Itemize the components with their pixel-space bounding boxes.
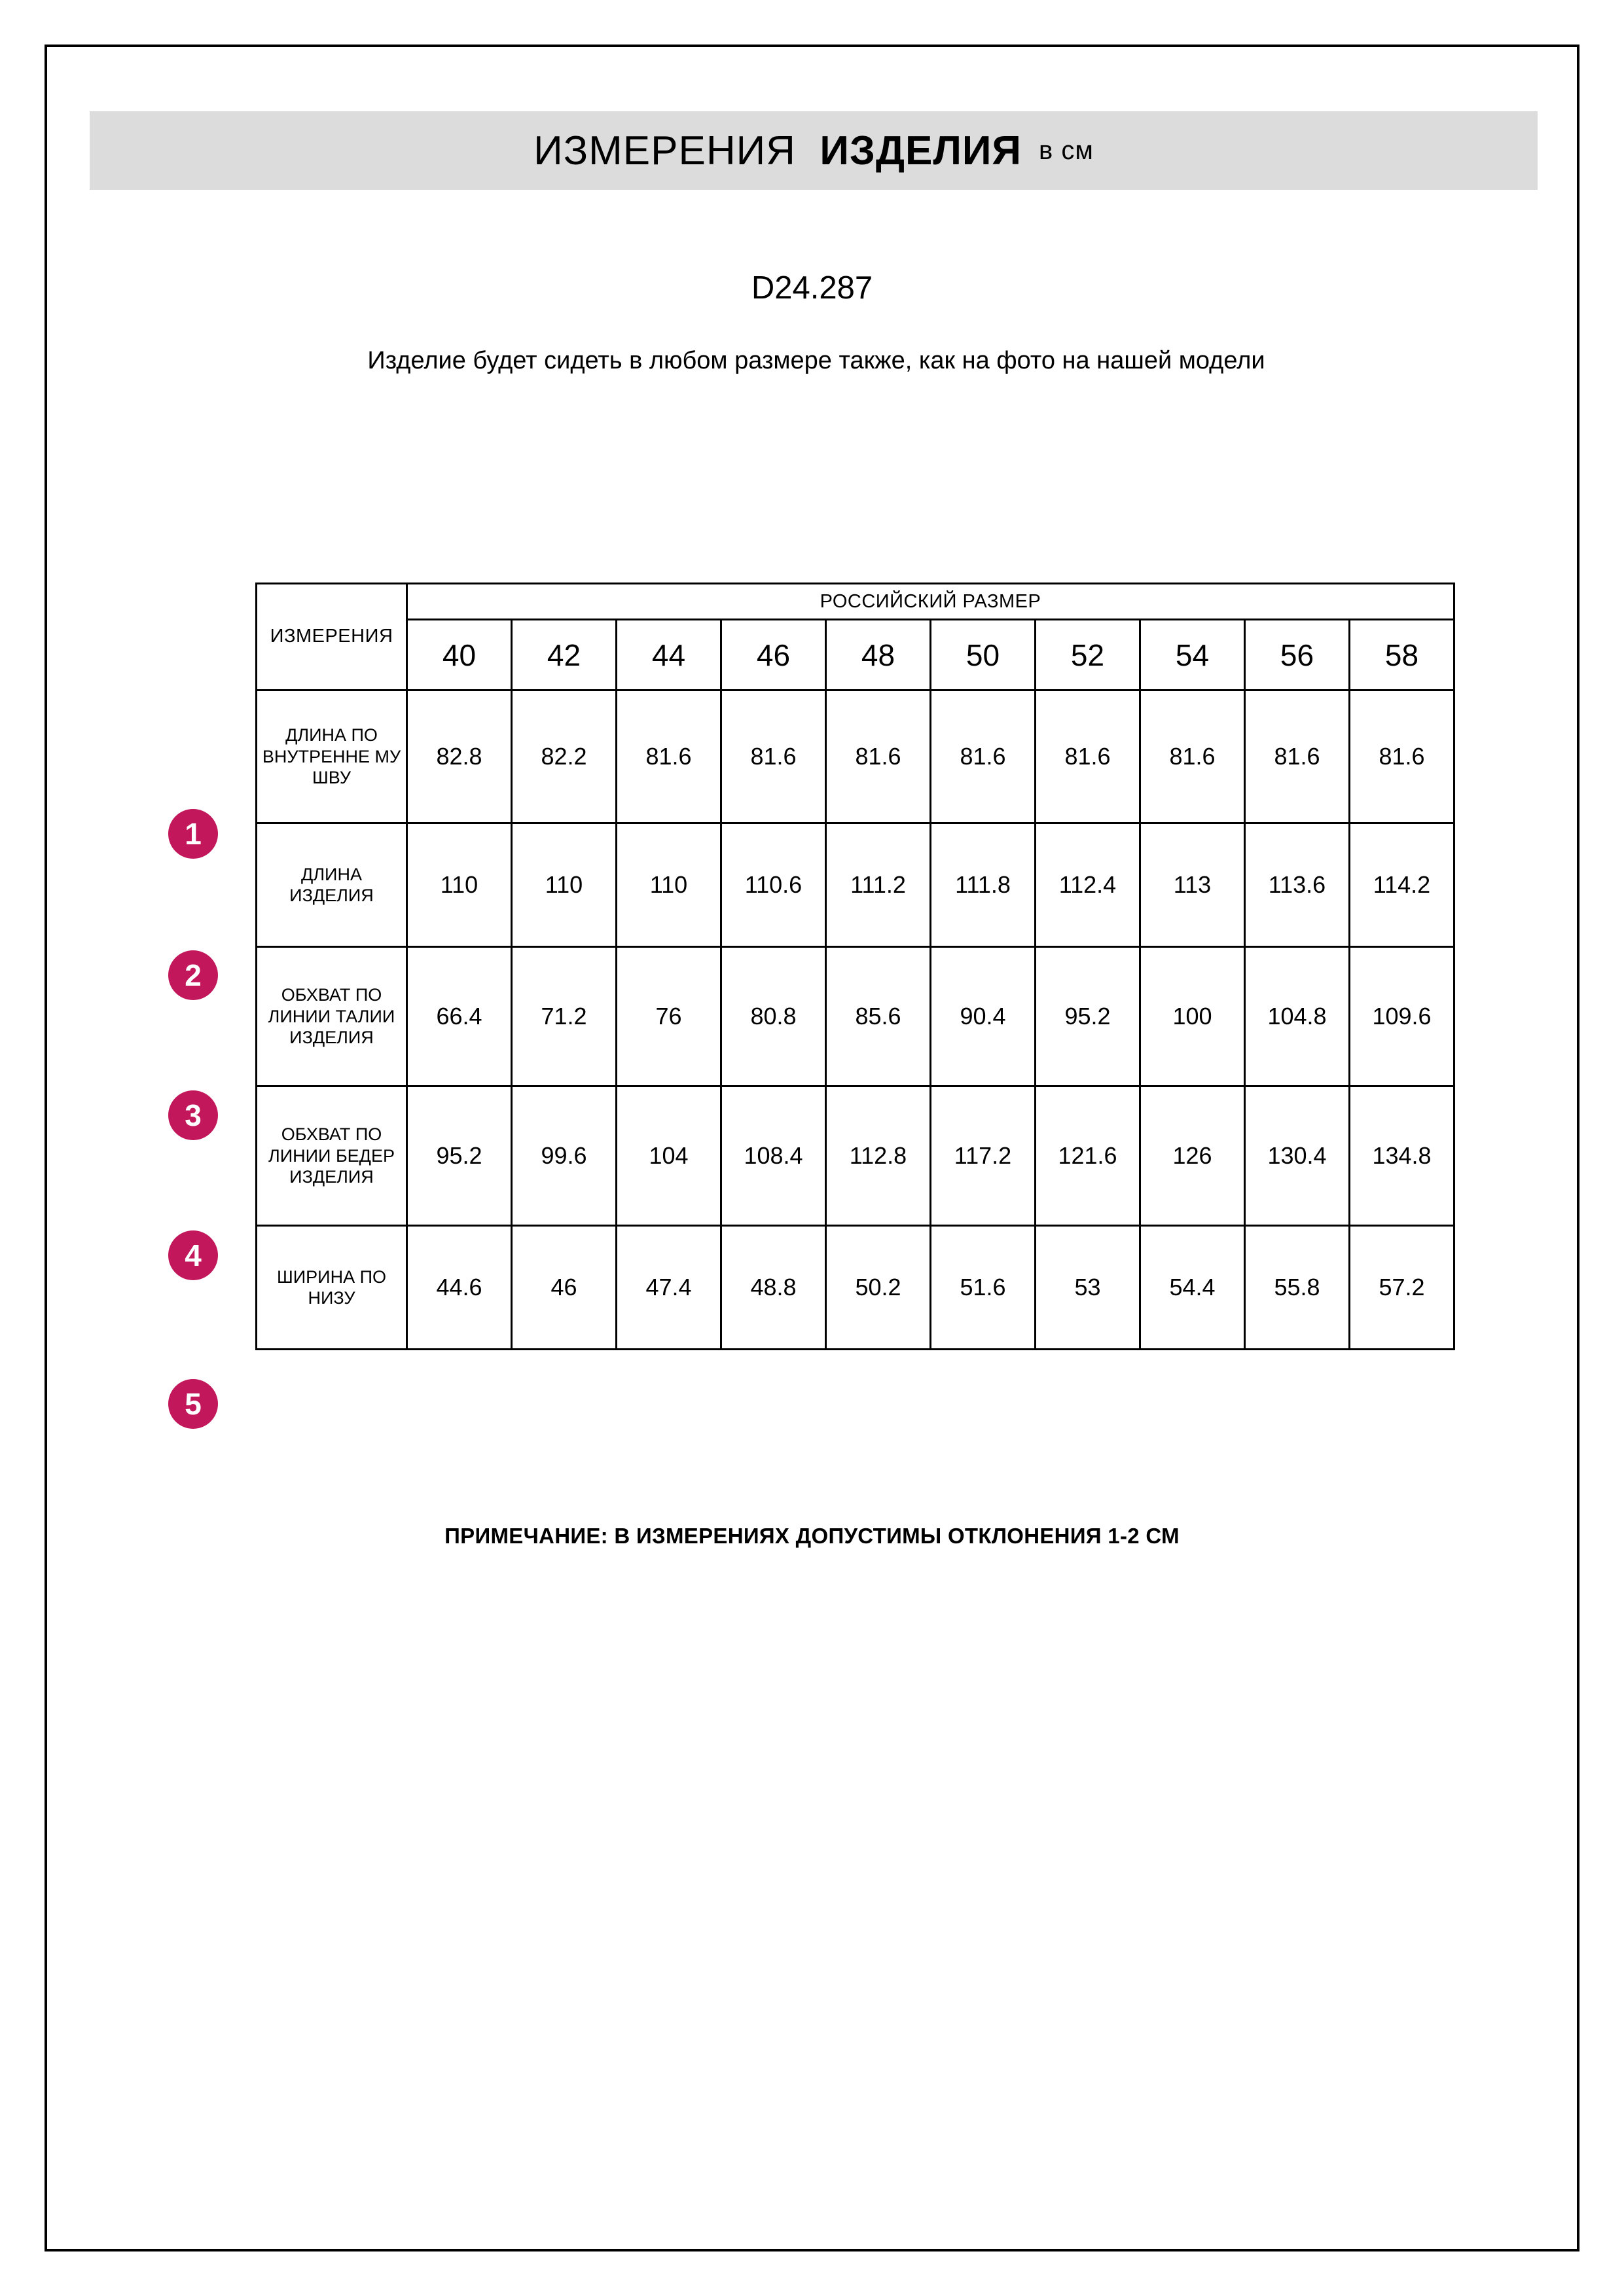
document-code: D24.287: [751, 270, 873, 306]
cell-r4-c2: 99.6: [512, 1086, 617, 1226]
table-row: [257, 947, 1454, 1086]
cell-r5-c5: 50.2: [826, 1226, 931, 1350]
cell-r2-c2: 110: [512, 823, 617, 947]
document-content: [47, 47, 1577, 2249]
cell-r3-c3: 76: [617, 947, 721, 1086]
size-column-48: 48: [826, 620, 931, 691]
cell-r3-c9: 104.8: [1245, 947, 1350, 1086]
size-column-52: 52: [1036, 620, 1140, 691]
cell-r1-c4: 81.6: [721, 691, 826, 823]
size-column-56: 56: [1245, 620, 1350, 691]
cell-r3-c4: 80.8: [721, 947, 826, 1086]
row-label-waist-circumference: ОБХВАТ ПО ЛИНИИ ТАЛИИ ИЗДЕЛИЯ: [257, 947, 407, 1086]
cell-r5-c1: 44.6: [407, 1226, 512, 1350]
title-word-measurements: ИЗМЕРЕНИЯ: [533, 128, 796, 173]
size-column-58: 58: [1350, 620, 1454, 691]
row-badge-3: 3: [168, 1090, 218, 1140]
footer-note: ПРИМЕЧАНИЕ: В ИЗМЕРЕНИЯХ ДОПУСТИМЫ ОТКЛОНЕНИЯ 1-2 СМ: [444, 1524, 1180, 1548]
cell-r3-c1: 66.4: [407, 947, 512, 1086]
page-title: [533, 128, 1022, 174]
row-label-hip-circumference: ОБХВАТ ПО ЛИНИИ БЕДЕР ИЗДЕЛИЯ: [257, 1086, 407, 1226]
size-column-44: 44: [617, 620, 721, 691]
cell-r5-c10: 57.2: [1350, 1226, 1454, 1350]
cell-r4-c8: 126: [1140, 1086, 1245, 1226]
cell-r2-c10: 114.2: [1350, 823, 1454, 947]
cell-r5-c6: 51.6: [931, 1226, 1036, 1350]
cell-r3-c6: 90.4: [931, 947, 1036, 1086]
row-label-product-length: ДЛИНА ИЗДЕЛИЯ: [257, 823, 407, 947]
row-label-inseam-length: ДЛИНА ПО ВНУТРЕННЕ МУ ШВУ: [257, 691, 407, 823]
cell-r3-c7: 95.2: [1036, 947, 1140, 1086]
cell-r4-c4: 108.4: [721, 1086, 826, 1226]
cell-r1-c3: 81.6: [617, 691, 721, 823]
cell-r4-c7: 121.6: [1036, 1086, 1140, 1226]
cell-r3-c10: 109.6: [1350, 947, 1454, 1086]
cell-r4-c10: 134.8: [1350, 1086, 1454, 1226]
title-word-product: ИЗДЕЛИЯ: [820, 128, 1022, 173]
cell-r2-c3: 110: [617, 823, 721, 947]
cell-r1-c2: 82.2: [512, 691, 617, 823]
size-chart-table: [255, 583, 1455, 1350]
row-label-bottom-width: ШИРИНА ПО НИЗУ: [257, 1226, 407, 1350]
cell-r4-c1: 95.2: [407, 1086, 512, 1226]
size-column-50: 50: [931, 620, 1036, 691]
table-header-sizes-row: [257, 620, 1454, 691]
cell-r5-c2: 46: [512, 1226, 617, 1350]
cell-r1-c10: 81.6: [1350, 691, 1454, 823]
row-badge-2: 2: [168, 950, 218, 1000]
cell-r4-c3: 104: [617, 1086, 721, 1226]
table-row: [257, 1086, 1454, 1226]
cell-r4-c5: 112.8: [826, 1086, 931, 1226]
cell-r5-c7: 53: [1036, 1226, 1140, 1350]
cell-r2-c9: 113.6: [1245, 823, 1350, 947]
title-unit: в см: [1038, 135, 1094, 165]
cell-r1-c1: 82.8: [407, 691, 512, 823]
cell-r5-c8: 54.4: [1140, 1226, 1245, 1350]
row-badge-1: 1: [168, 809, 218, 859]
size-column-46: 46: [721, 620, 826, 691]
table-row: [257, 1226, 1454, 1350]
document-subtitle: Изделие будет сидеть в любом размере также, как на фото на нашей модели: [367, 347, 1265, 374]
cell-r4-c6: 117.2: [931, 1086, 1036, 1226]
header-russian-size: РОССИЙСКИЙ РАЗМЕР: [407, 584, 1454, 620]
cell-r2-c6: 111.8: [931, 823, 1036, 947]
table-row: [257, 691, 1454, 823]
cell-r1-c9: 81.6: [1245, 691, 1350, 823]
row-badge-4: 4: [168, 1230, 218, 1280]
cell-r5-c3: 47.4: [617, 1226, 721, 1350]
cell-r3-c5: 85.6: [826, 947, 931, 1086]
size-column-40: 40: [407, 620, 512, 691]
cell-r2-c5: 111.2: [826, 823, 931, 947]
cell-r5-c9: 55.8: [1245, 1226, 1350, 1350]
cell-r3-c8: 100: [1140, 947, 1245, 1086]
table-row: [257, 823, 1454, 947]
cell-r2-c8: 113: [1140, 823, 1245, 947]
size-column-42: 42: [512, 620, 617, 691]
cell-r3-c2: 71.2: [512, 947, 617, 1086]
cell-r2-c7: 112.4: [1036, 823, 1140, 947]
size-column-54: 54: [1140, 620, 1245, 691]
page-border: [45, 45, 1579, 2251]
title-banner: [90, 111, 1538, 190]
table-header-group-row: [257, 584, 1454, 620]
row-badge-5: 5: [168, 1379, 218, 1429]
cell-r2-c1: 110: [407, 823, 512, 947]
cell-r1-c8: 81.6: [1140, 691, 1245, 823]
cell-r5-c4: 48.8: [721, 1226, 826, 1350]
cell-r1-c6: 81.6: [931, 691, 1036, 823]
cell-r1-c5: 81.6: [826, 691, 931, 823]
header-measurements: ИЗМЕРЕНИЯ: [257, 584, 407, 691]
cell-r4-c9: 130.4: [1245, 1086, 1350, 1226]
cell-r2-c4: 110.6: [721, 823, 826, 947]
cell-r1-c7: 81.6: [1036, 691, 1140, 823]
